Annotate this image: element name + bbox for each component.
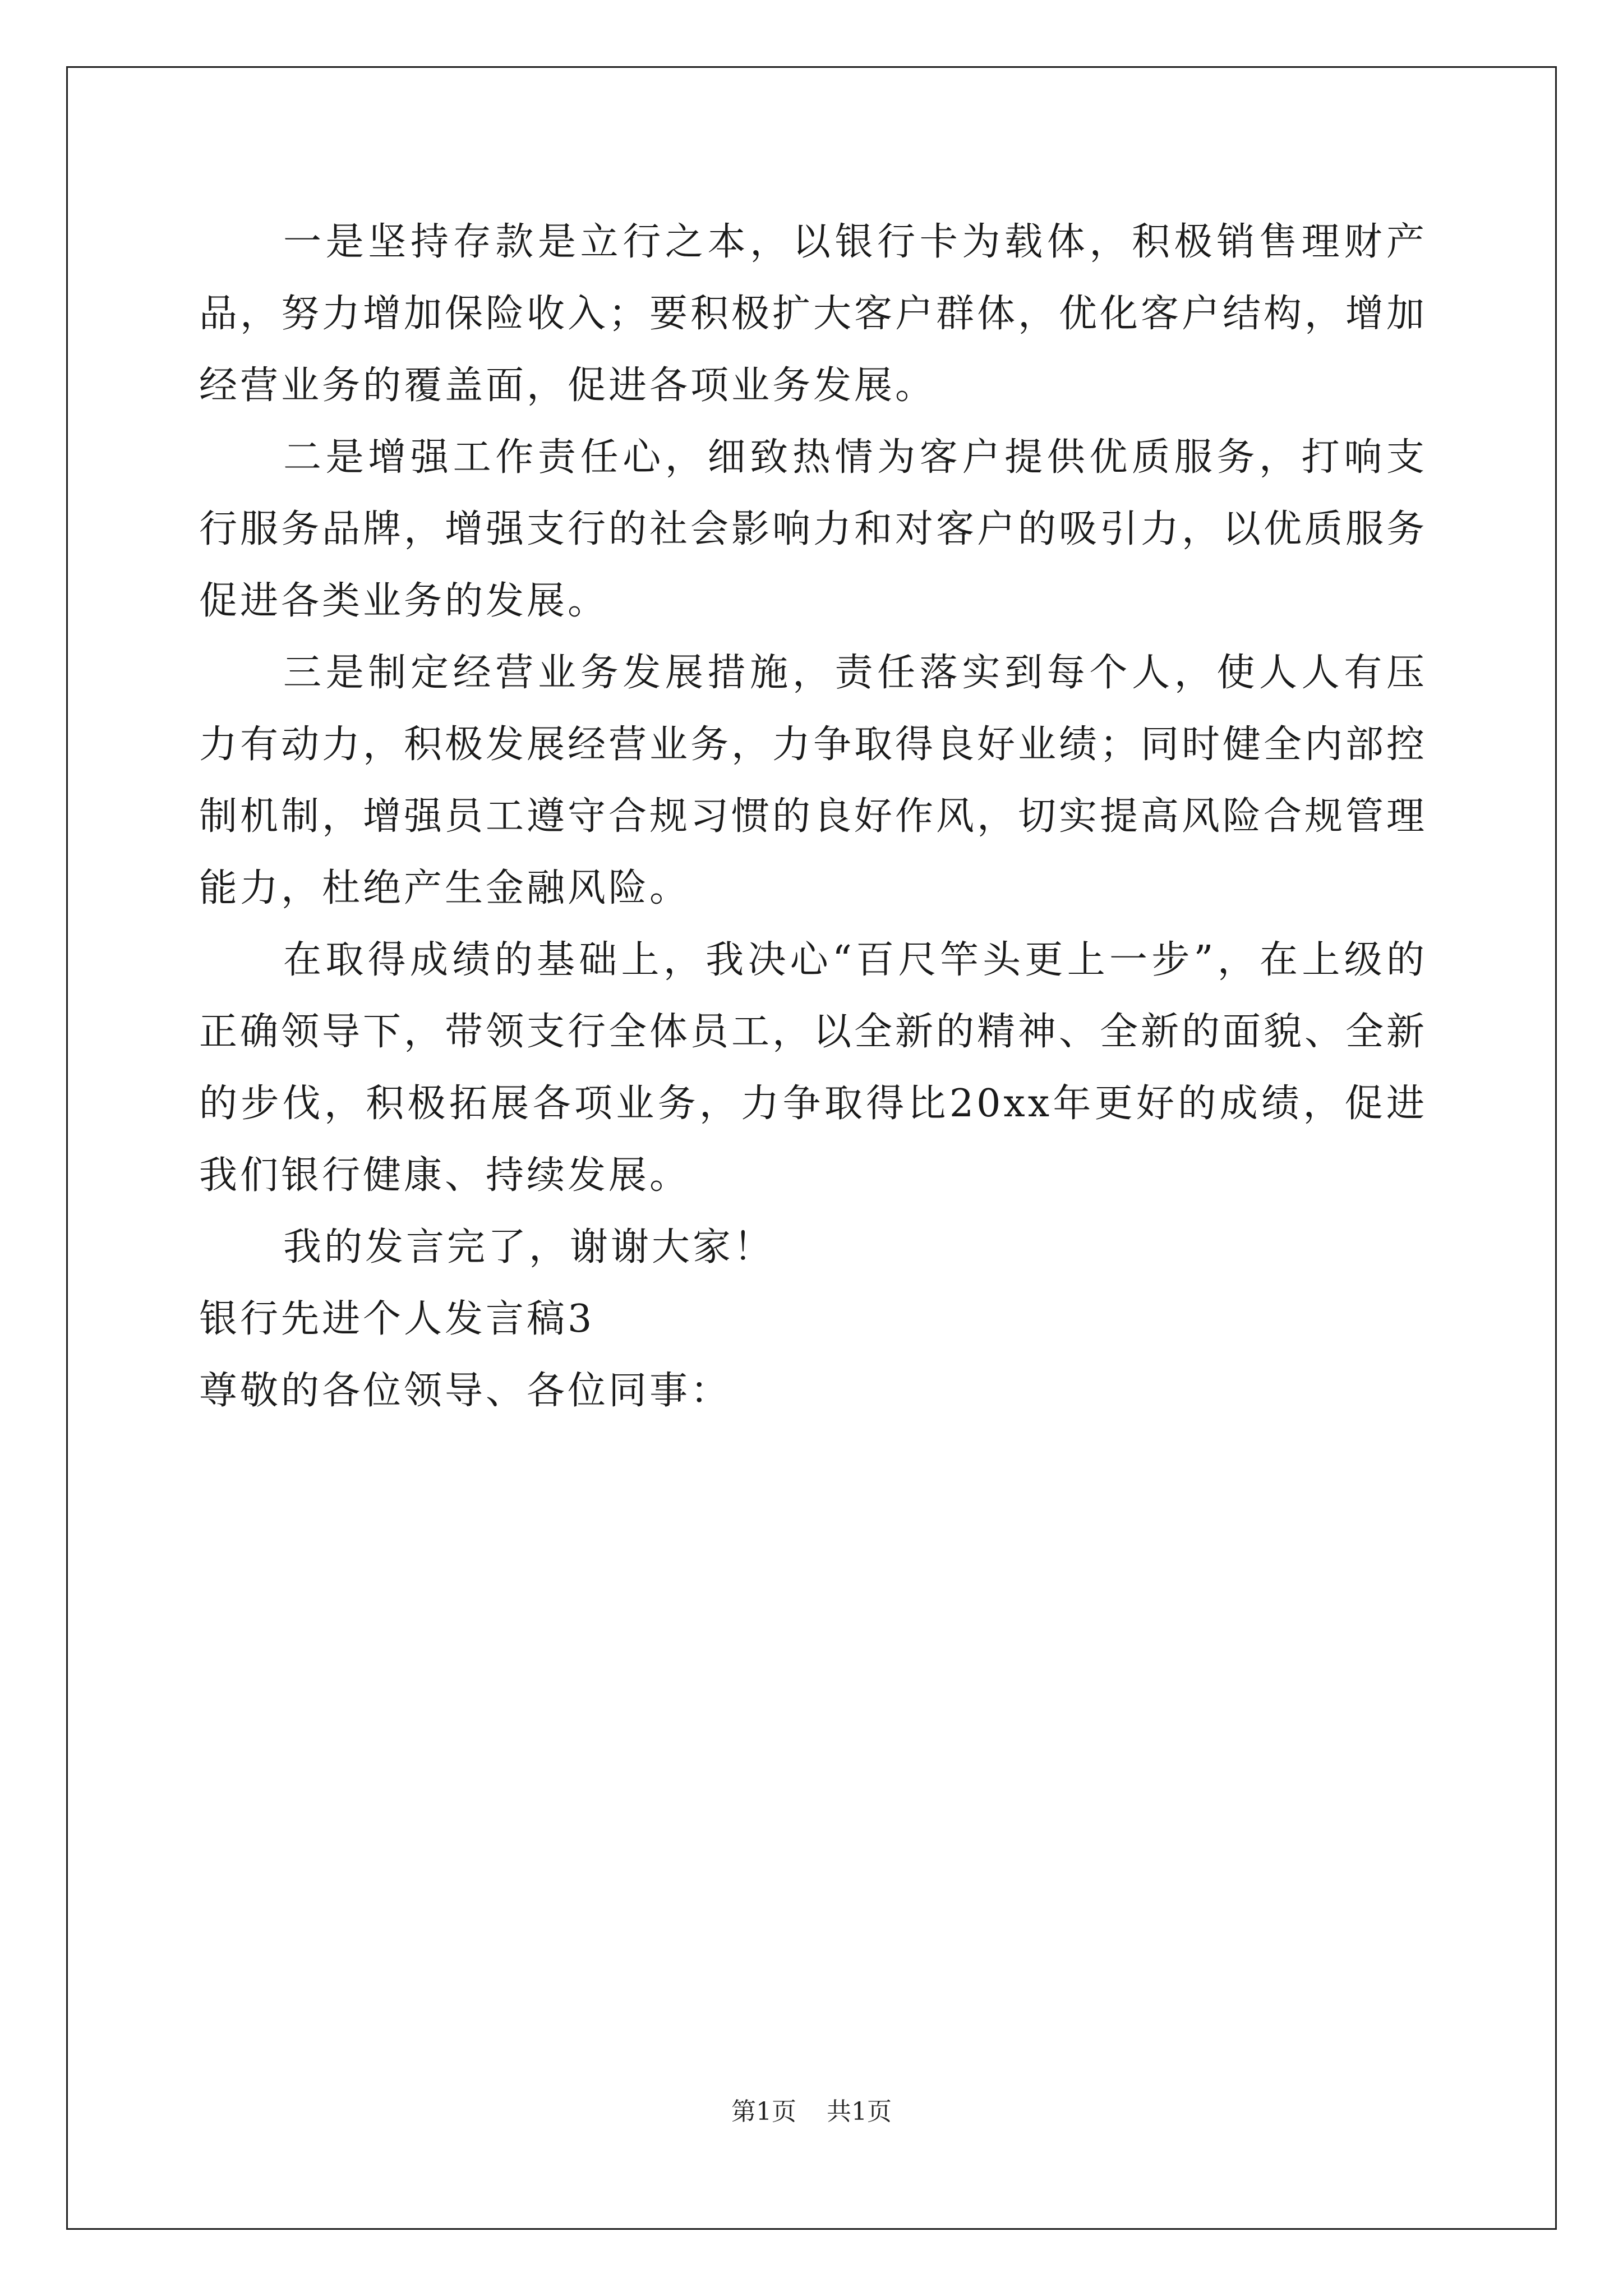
salutation: 尊敬的各位领导、各位同事： xyxy=(199,1369,732,1413)
paragraph-determination: 在取得成绩的基础上，我决心“百尺竿头更上一步”，在上级的正确领导下，带领支行全体员工，以全新的精神、全新的面貌、全新的步伐，积极拓展各项业务，力争取得比20xx年更好的成绩，促进我们银行健康、持续发展。 xyxy=(199,938,1428,1198)
section-title: 银行先进个人发言稿3 xyxy=(199,1297,595,1341)
page-number: 第1页 xyxy=(731,2097,796,2126)
document-body xyxy=(199,206,1427,1427)
paragraph-closing: 我的发言完了，谢谢大家！ xyxy=(283,1225,775,1269)
paragraph-service-quality: 二是增强工作责任心，细致热情为客户提供优质服务，打响支行服务品牌，增强支行的社会影响力和对客户的吸引力，以优质服务促进各类业务的发展。 xyxy=(199,435,1428,623)
paragraph-business-measures: 三是制定经营业务发展措施，责任落实到每个人，使人人有压力有动力，积极发展经营业务，力争取得良好业绩；同时健全内部控制机制，增强员工遵守合规习惯的良好作风，切实提高风险合规管理能力，杜绝产生金融风险。 xyxy=(199,651,1428,910)
page-total: 共1页 xyxy=(827,2097,892,2126)
paragraph-deposit-strategy: 一是坚持存款是立行之本，以银行卡为载体，积极销售理财产品，努力增加保险收入；要积极扩大客户群体，优化客户结构，增加经营业务的覆盖面，促进各项业务发展。 xyxy=(199,220,1428,408)
page-footer xyxy=(0,2095,1623,2129)
